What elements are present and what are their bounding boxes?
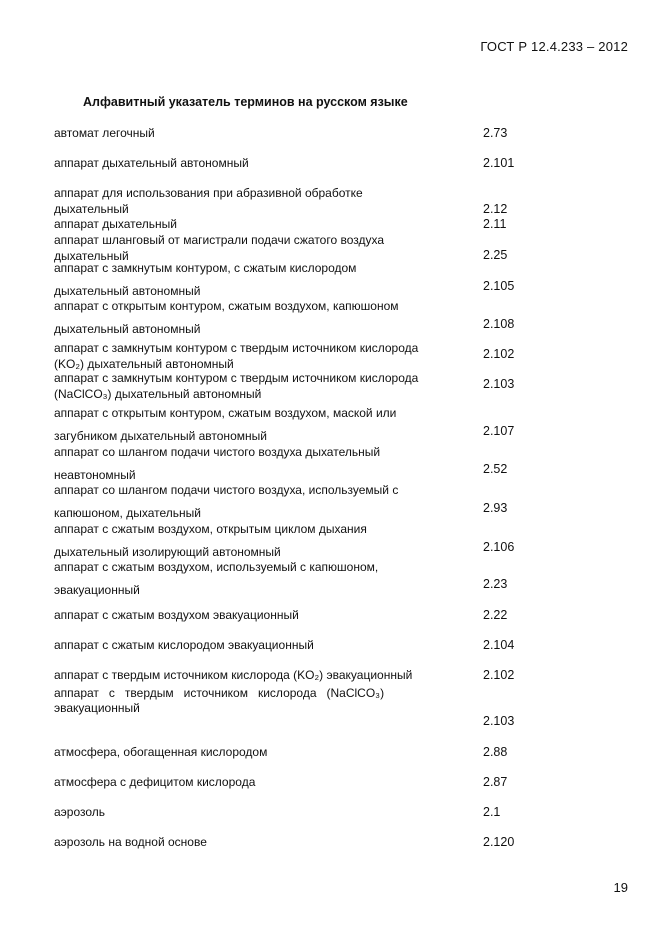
- entry-term: аэрозоль: [54, 805, 106, 819]
- entry-term: атмосфера, обогащенная кислородом: [54, 745, 268, 759]
- entry-term: аппарат с открытым контуром, сжатым воздухом, капюшоном дыхательный автономный: [54, 299, 399, 336]
- entry-term: аппарат дыхательный автономный: [54, 156, 249, 170]
- entry-term: аппарат шланговый от магистрали подачи сжатого воздуха дыхательный: [54, 233, 385, 263]
- entry-term: аппарат со шлангом подачи чистого воздуха, используемый с капюшоном, дыхательный: [54, 483, 399, 520]
- entry-code: 2.23: [483, 577, 508, 591]
- index-title: Алфавитный указатель терминов на русском языке: [83, 95, 408, 109]
- entry-code: 2.107: [483, 424, 515, 438]
- entry-term: аппарат с замкнутым контуром, с сжатым кислородом дыхательный автономный: [54, 261, 357, 298]
- standard-header: ГОСТ Р 12.4.233 – 2012: [480, 39, 628, 54]
- entry-code: 2.88: [483, 745, 508, 759]
- entry-term: аппарат с сжатым воздухом, используемый с капюшоном, эвакуационный: [54, 560, 379, 597]
- entry-code: 2.25: [483, 248, 508, 262]
- entry-code: 2.103: [483, 714, 515, 728]
- entry-code: 2.106: [483, 540, 515, 554]
- entry-code: 2.12: [483, 202, 508, 216]
- entry-term: аппарат с открытым контуром, сжатым воздухом, маской или загубником дыхательный автономный: [54, 406, 397, 443]
- entry-code: 2.120: [483, 835, 515, 849]
- entry-code: 2.108: [483, 317, 515, 331]
- entry-code: 2.87: [483, 775, 508, 789]
- entry-code: 2.102: [483, 347, 515, 361]
- entry-term: аппарат с твердым источником кислорода (KO₂) эвакуационный: [54, 668, 413, 682]
- entry-code: 2.101: [483, 156, 515, 170]
- entry-term: аппарат с замкнутым контуром с твердым источником кислорода (KO₂) дыхательный автономный: [54, 341, 419, 371]
- entry-code: 2.104: [483, 638, 515, 652]
- entry-term: аппарат с сжатым воздухом эвакуационный: [54, 608, 299, 622]
- entry-term: автомат легочный: [54, 126, 155, 140]
- entry-code: 2.73: [483, 126, 508, 140]
- entry-term: аппарат с замкнутым контуром с твердым источником кислорода (NaClCO₃) дыхательный автономный: [54, 371, 419, 401]
- entry-code: 2.11: [483, 217, 507, 231]
- entry-term: аэрозоль на водной основе: [54, 835, 207, 849]
- entry-code: 2.102: [483, 668, 515, 682]
- entry-code: 2.1: [483, 805, 501, 819]
- entry-term: аппарат с сжатым воздухом, открытым циклом дыхания дыхательный изолирующий автономный: [54, 522, 367, 559]
- entry-term: аппарат с сжатым кислородом эвакуационный: [54, 638, 314, 652]
- entry-term: аппарат дыхательный: [54, 217, 178, 231]
- entry-term: атмосфера с дефицитом кислорода: [54, 775, 256, 789]
- entry-code: 2.103: [483, 377, 515, 391]
- entry-term: аппарат со шлангом подачи чистого воздуха дыхательный неавтономный: [54, 445, 381, 482]
- entry-code: 2.52: [483, 462, 508, 476]
- entry-code: 2.105: [483, 279, 515, 293]
- entry-term: аппарат с твердым источником кислорода (NaClCO₃) эвакуационный: [54, 686, 385, 715]
- entry-code: 2.22: [483, 608, 508, 622]
- page-number: 19: [613, 880, 628, 895]
- entry-term: аппарат для использования при абразивной обработке дыхательный: [54, 186, 363, 216]
- entry-code: 2.93: [483, 501, 508, 515]
